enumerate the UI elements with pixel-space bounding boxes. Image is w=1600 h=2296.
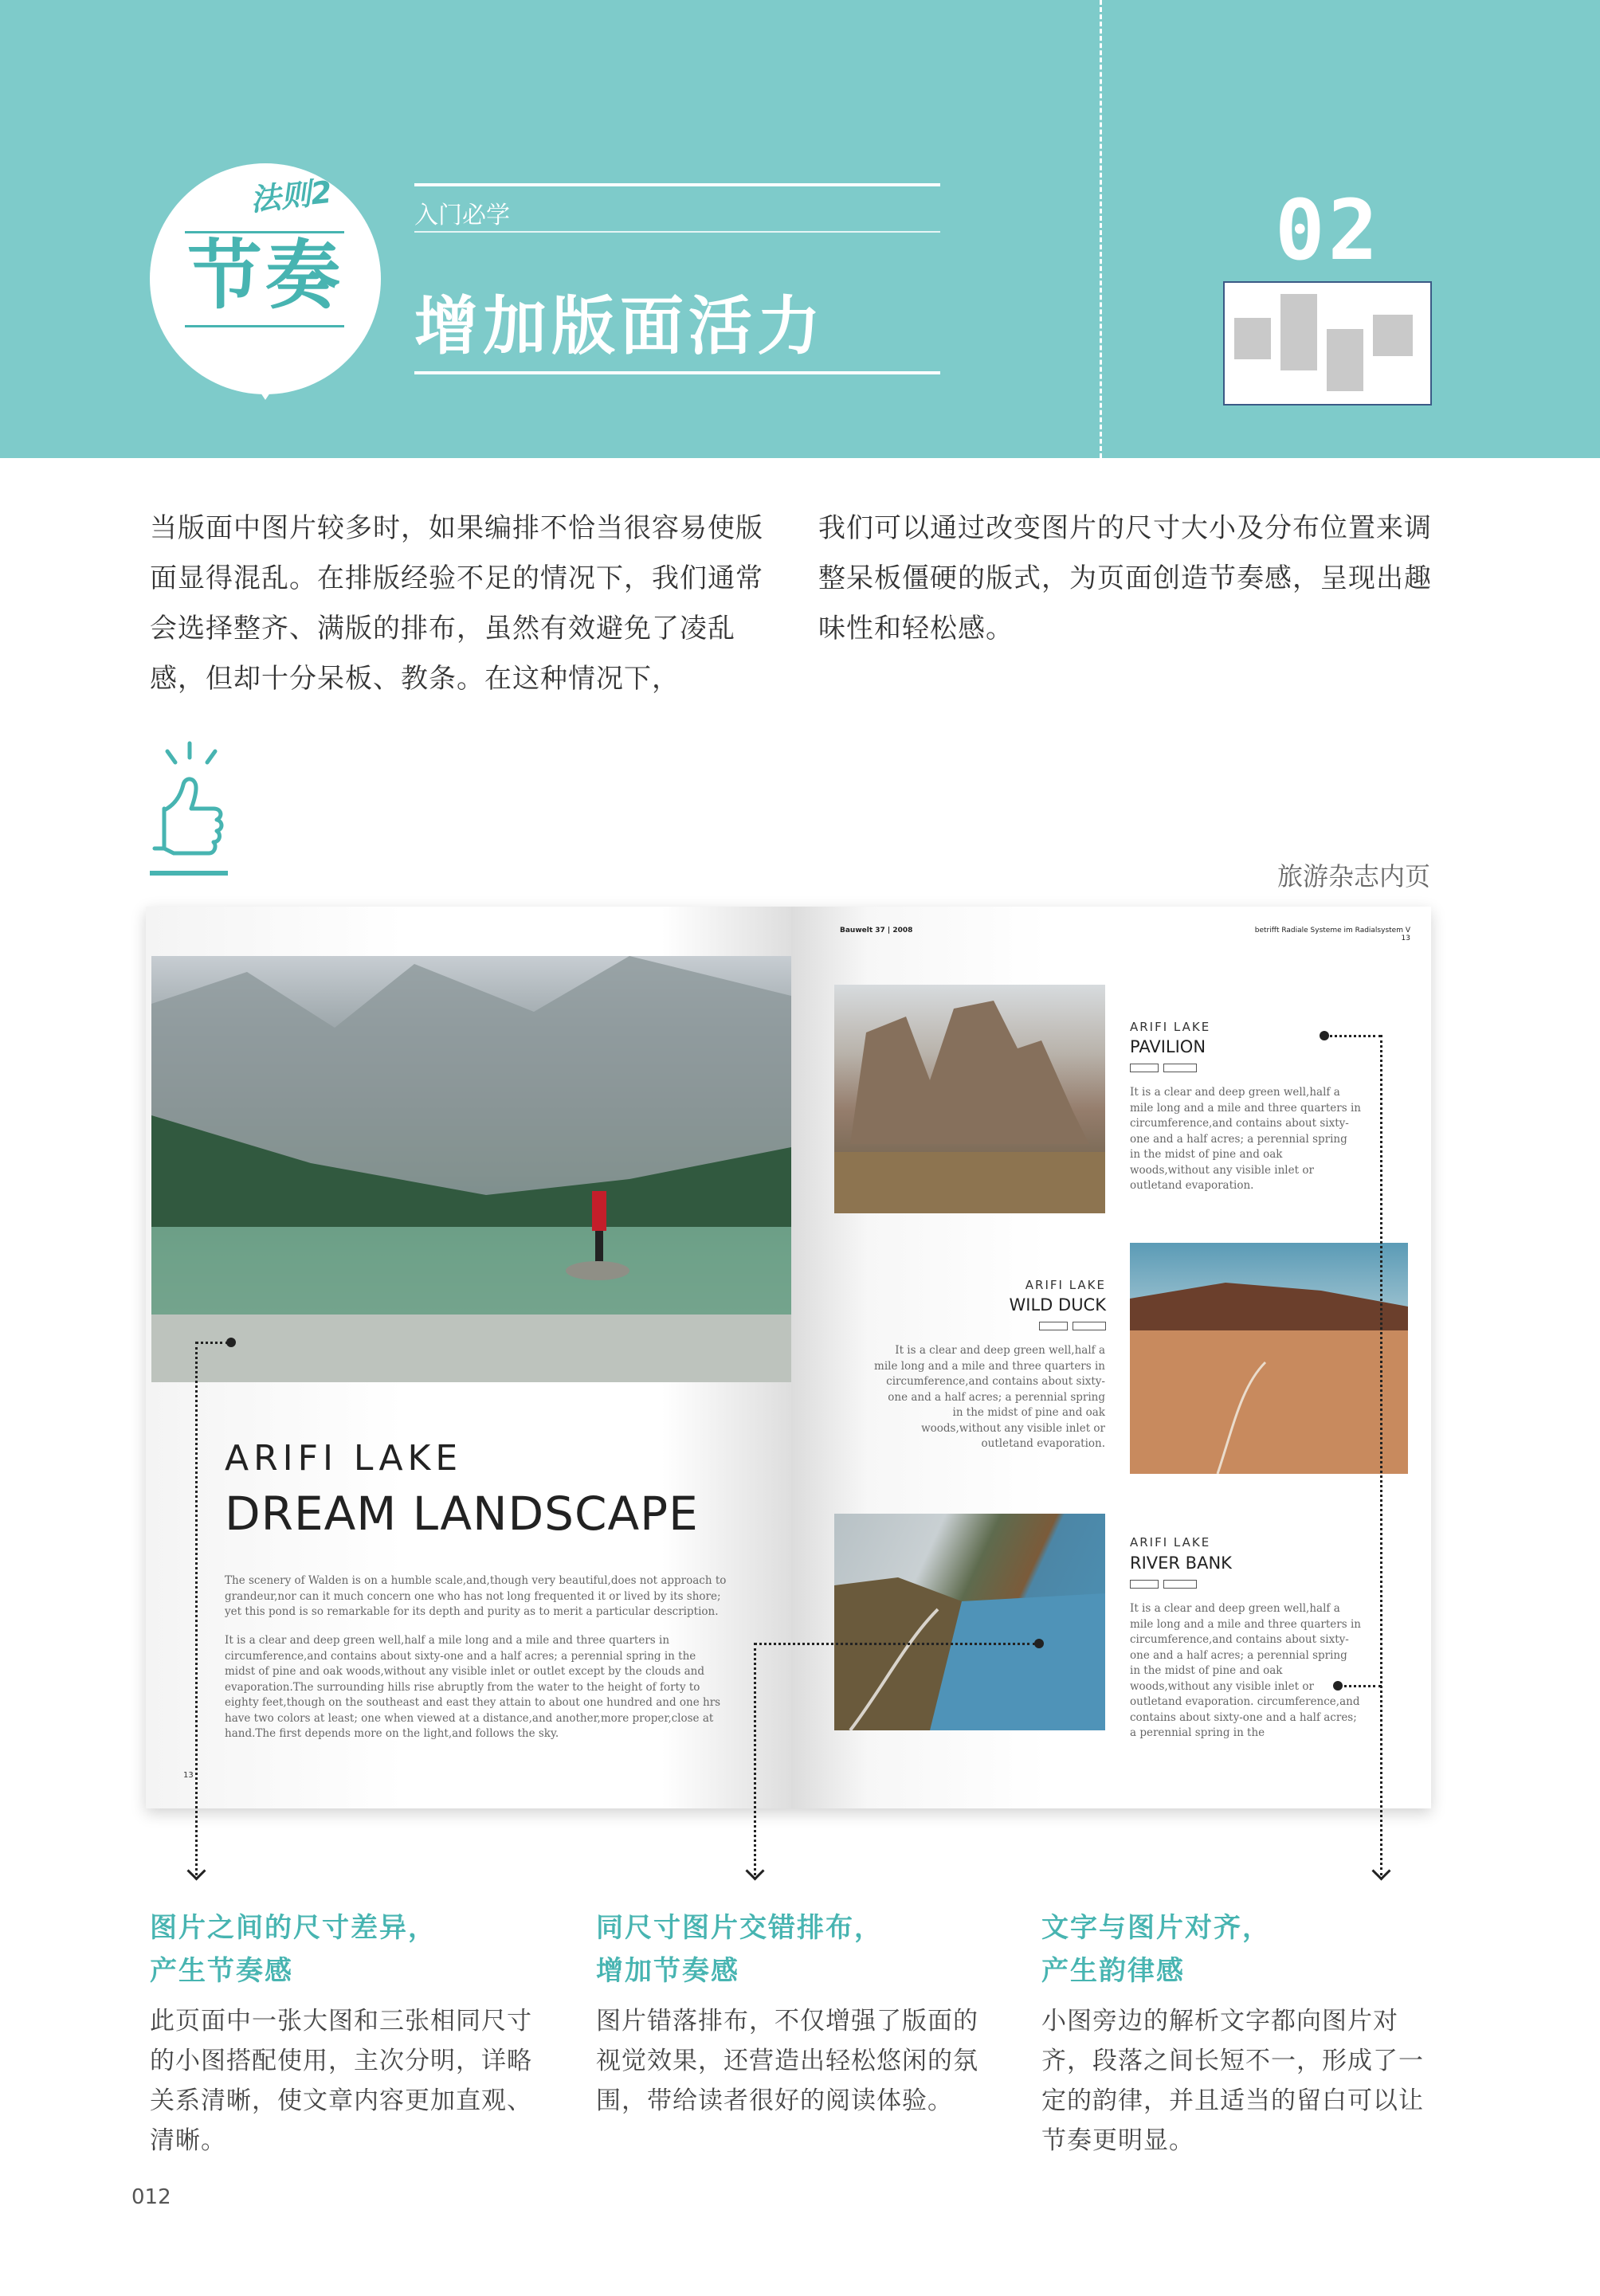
page-number: 012 <box>131 2185 171 2209</box>
intro-text-left: 当版面中图片较多时，如果编排不恰当很容易使版面显得混乱。在排版经验不足的情况下，我们通常会选择整齐、满版的排布，虽然有效避免了凌乱感，但却十分呆板、教条。在这种情况下， <box>150 512 763 695</box>
figure-caption: 旅游杂志内页 <box>1276 861 1430 891</box>
chapter-number: 02 <box>1275 182 1382 279</box>
title-rule-bottom <box>414 371 940 374</box>
right-page-running-head-right: betrifft Radiale Systeme im Radialsystem V 13 <box>1254 927 1410 942</box>
arrow-down-icon <box>1371 1861 1390 1880</box>
note-body: 小图旁边的解析文字都向图片对齐，段落之间长短不一，形成了一定的韵律，并且适当的留白可以让节奏更明显。 <box>1041 2007 1424 2155</box>
spread-kicker: ARIFI LAKE <box>225 1438 463 1479</box>
item-kicker: ARIFI LAKE <box>1130 1535 1211 1550</box>
item-text: It is a clear and deep green well,half a mile long and a mile and three quarters in circumference,and contains about sixty-one and a half acres; a perennial spring in the midst of pine and oak woods,without any visible inlet or outletand evaporation. <box>874 1344 1105 1450</box>
header-divider <box>1100 0 1102 458</box>
leader-line <box>754 1643 1036 1645</box>
note-body: 图片错落排布，不仅增强了版面的视觉效果，还营造出轻松悠闲的氛围，带给读者很好的阅读体验。 <box>596 2007 978 2115</box>
rhythm-icon <box>1223 281 1432 406</box>
item-title: RIVER BANK <box>1130 1554 1232 1573</box>
note-title: 文字与图片对齐， 产生韵律感 <box>1041 1912 1271 1987</box>
photo-wild-duck-valley <box>1130 1243 1408 1474</box>
leader-line <box>1324 1035 1382 1037</box>
item-kicker: ARIFI LAKE <box>1130 1020 1211 1034</box>
rule-label: 法则2 <box>249 174 334 218</box>
item-meta-icons <box>1130 1064 1197 1072</box>
leader-line <box>1380 1035 1382 1875</box>
item-title: PAVILION <box>1130 1037 1206 1056</box>
right-page-running-head-left: Bauwelt 37 | 2008 <box>840 927 913 934</box>
note-title: 图片之间的尺寸差异， 产生节奏感 <box>150 1912 437 1987</box>
spread-paragraph-1: The scenery of Walden is on a humble scale,and,though very beautiful,does not approach to grandeur,nor can it much concern one who has not long frequented it or lived by its shore; yet this pond is so remarkable for its depth and purity as to merit a particular description. <box>225 1574 727 1618</box>
item-meta-icons <box>1036 1322 1106 1330</box>
item-text: It is a clear and deep green well,half a mile long and a mile and three quarters in circumference,and contains about sixty-one and a half acres; a perennial spring in the midst of pine and oak woods,without any visible inlet or outletand evaporation. <box>1130 1086 1361 1192</box>
rule-title: 节奏 <box>186 233 343 319</box>
section-subtitle: 入门必学 <box>414 202 510 229</box>
section-title: 增加版面活力 <box>414 289 825 363</box>
item-kicker: ARIFI LAKE <box>1025 1278 1106 1292</box>
spread-paragraph-2: It is a clear and deep green well,half a mile long and a mile and three quarters in circumference,and contains about sixty-one and a half acres; a perennial spring in the midst of pine and oak woods,without any visible inlet or outlet except by the clouds and evaporation.The surrounding hills rise abruptly from the water to the height of forty to eighty feet,though on the southeast and east they attain to about one hundred and one hrs have two colors at least; one when viewed at a distance,and another,more proper,close at hand.The first depends more on the light,and follows the sky. <box>225 1634 721 1740</box>
photo-pavilion-peaks <box>834 985 1105 1213</box>
arrow-down-icon <box>745 1861 764 1880</box>
spread-page-number: 13 <box>183 1771 194 1780</box>
rule-divider-bottom <box>185 325 344 327</box>
spread-headline: DREAM LANDSCAPE <box>225 1487 699 1541</box>
item-meta-icons <box>1130 1580 1197 1589</box>
item-title: WILD DUCK <box>1009 1295 1106 1315</box>
thumbs-up-icon <box>150 737 229 864</box>
icon-underline <box>150 871 228 876</box>
intro-text-right: 我们可以通过改变图片的尺寸大小及分布位置来调整呆板僵硬的版式，为页面创造节奏感，呈现出趣味性和轻松感。 <box>818 512 1432 645</box>
item-text: It is a clear and deep green well,half a mile long and a mile and three quarters in circumference,and contains about sixty-one and a half acres; a perennial spring in the midst of pine and oak woods,without any visible inlet or outletand evaporation. circumference,and contains about sixty-one and a half acres; a perennial spring in the <box>1130 1602 1361 1739</box>
hero-photo-lake <box>151 956 791 1382</box>
leader-line <box>195 1342 229 1344</box>
leader-line <box>1339 1685 1382 1687</box>
leader-line <box>754 1643 756 1875</box>
title-rule-middle <box>414 231 940 233</box>
photo-river-bank-coast <box>834 1514 1105 1730</box>
title-rule-top <box>414 183 940 186</box>
note-body: 此页面中一张大图和三张相同尺寸的小图搭配使用，主次分明，详略关系清晰，使文章内容更加直观、清晰。 <box>150 2007 532 2155</box>
leader-line <box>195 1342 198 1875</box>
note-title: 同尺寸图片交错排布， 增加节奏感 <box>596 1912 883 1987</box>
arrow-down-icon <box>186 1861 206 1880</box>
